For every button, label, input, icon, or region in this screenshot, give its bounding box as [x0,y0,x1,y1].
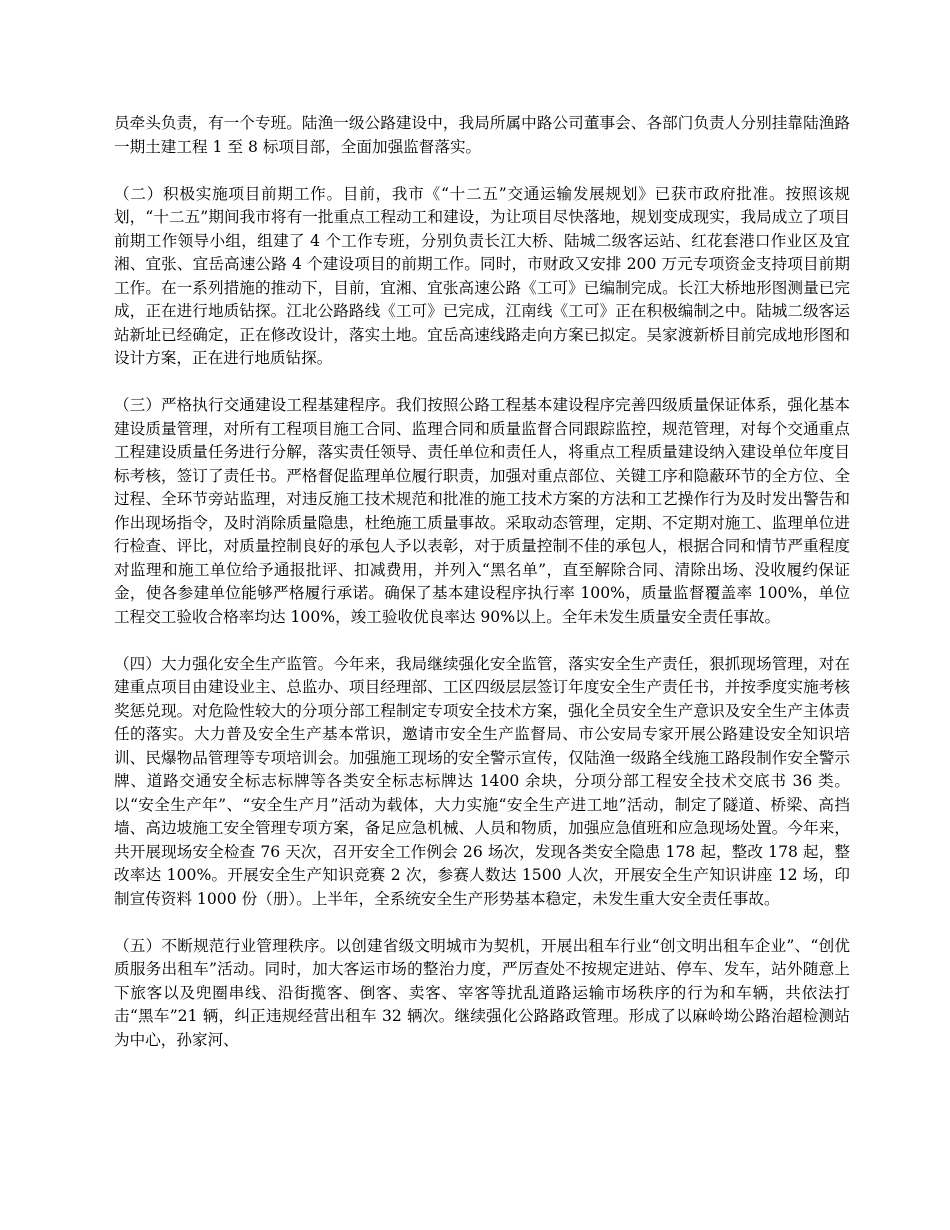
paragraph-section-4: （四）大力强化安全生产监管。今年来，我局继续强化安全监管，落实安全生产责任，狠抓现场管理，对在建重点项目由建设业主、总监办、项目经理部、工区四级层层签订年度安全生产责任书，并按季度实施考核奖惩兑现。对危险性较大的分项分部工程制定专项安全技术方案，强化全员安全生产意识及安全生产主体责任的落实。大力普及安全生产基本常识，邀请市安全生产监督局、市公安局专家开展公路建设安全知识培训、民爆物品管理等专项培训会。加强施工现场的安全警示宣传，仅陆渔一级路全线施工路段制作安全警示牌、道路交通安全标志标牌等各类安全标志标牌达 1400 余块，分项分部工程安全技术交底书 36 类。以“安全生产年”、“安全生产月”活动为载体，大力实施“安全生产进工地”活动，制定了隧道、桥梁、高挡墙、高边坡施工安全管理专项方案，备足应急机械、人员和物质，加强应急值班和应急现场处置。今年来，共开展现场安全检查 76 天次，召开安全工作例会 26 场次，发现各类安全隐患 178 起，整改 178 起，整改率达 100%。开展安全生产知识竞赛 2 次，参赛人数达 1500 人次，开展安全生产知识讲座 12 场，印制宣传资料 1000 份（册）。上半年，全系统安全生产形势基本稳定，未发生重大安全责任事故。 [114,654,850,908]
paragraph-intro-continuation: 员牵头负责，有一个专班。陆渔一级公路建设中，我局所属中路公司董事会、各部门负责人分别挂靠陆渔路一期土建工程 1 至 8 标项目部，全面加强监督落实。 [114,114,850,156]
paragraph-section-2: （二）积极实施项目前期工作。目前，我市《“十二五”交通运输发展规划》已获市政府批准。按照该规划，“十二五”期间我市将有一批重点工程动工和建设，为让项目尽快落地，规划变成现实，我局成立了项目前期工作领导小组，组建了 4 个工作专班，分别负责长江大桥、陆城二级客运站、红花套港口作业区及宜湘、宜张、宜岳高速公路 4 个建设项目的前期工作。同时，市财政又安排 200 万元专项资金支持项目前期工作。在一系列措施的推动下，目前，宜湘、宜张高速公路《工可》已编制完成。长江大桥地形图测量已完成，正在进行地质钻探。江北公路路线《工可》已完成，江南线《工可》正在积极编制之中。陆城二级客运站新址已经确定，正在修改设计，落实土地。宜岳高速线路走向方案已拟定。吴家渡新桥目前完成地形图和设计方案，正在进行地质钻探。 [114,184,850,367]
document-body [114,112,850,1076]
paragraph-section-5: （五）不断规范行业管理秩序。以创建省级文明城市为契机，开展出租车行业“创文明出租车企业”、“创优质服务出租车”活动。同时，加大客运市场的整治力度，严厉查处不按规定进站、停车、发车，站外随意上下旅客以及兜圈串线、沿街揽客、倒客、卖客、宰客等扰乱道路运输市场秩序的行为和车辆，共依法打击“黑车”21 辆，纠正违规经营出租车 32 辆次。继续强化公路路政管理。形成了以麻岭坳公路治超检测站为中心，孙家河、 [114,936,850,1049]
paragraph-section-3: （三）严格执行交通建设工程基建程序。我们按照公路工程基本建设程序完善四级质量保证体系，强化基本建设质量管理，对所有工程项目施工合同、监理合同和质量监督合同跟踪监控，规范管理，对每个交通重点工程建设质量任务进行分解，落实责任领导、责任单位和责任人，将重点工程质量建设纳入建设单位年度目标考核，签订了责任书。严格督促监理单位履行职责，加强对重点部位、关键工序和隐蔽环节的全方位、全过程、全环节旁站监理，对违反施工技术规范和批准的施工技术方案的方法和工艺操作行为及时发出警告和作出现场指令，及时消除质量隐患，杜绝施工质量事故。采取动态管理，定期、不定期对施工、监理单位进行检查、评比，对质量控制良好的承包人予以表彰，对于质量控制不佳的承包人，根据合同和情节严重程度对监理和施工单位给予通报批评、扣减费用，并列入“黑名单”，直至解除合同、清除出场、没收履约保证金，使各参建单位能够严格履行承诺。确保了基本建设程序执行率 100%，质量监督覆盖率 100%，单位工程交工验收合格率均达 100%，竣工验收优良率达 90%以上。全年未发生质量安全责任事故。 [114,396,850,626]
